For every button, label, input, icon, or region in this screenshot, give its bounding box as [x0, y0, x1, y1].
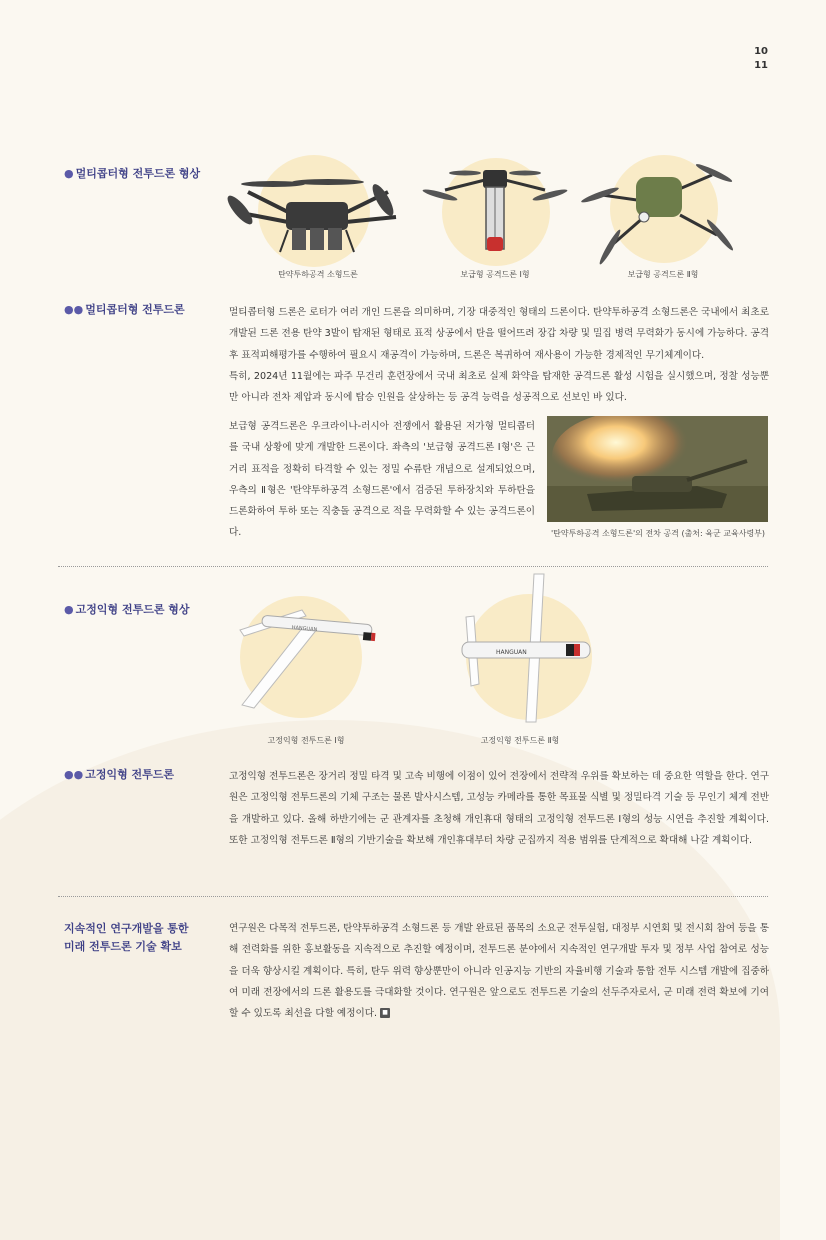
image-caption: 고정익형 전투드론 Ⅰ형	[267, 736, 345, 745]
section-label-text: 고정익형 전투드론	[85, 768, 175, 781]
section-label-line-2: 미래 전투드론 기술 확보	[64, 940, 182, 953]
section-label-future-tech	[64, 920, 189, 956]
bullet-icon: ●●	[64, 303, 84, 316]
drone-label-text: HANGUAN	[496, 649, 527, 656]
image-caption: 고정익형 전투드론 Ⅱ형	[480, 736, 560, 745]
body-paragraph: 보급형 공격드론은 우크라이나-러시아 전쟁에서 활용된 저가형 멀티콥터를 국내 상황에 맞게 개발한 드론이다. 좌측의 '보급형 공격드론 Ⅰ형'은 근거리 표적을 정확히 타격할 수 있는 정밀 수류탄 개념으로 설계되었으며, 우측의 Ⅱ형은 '탄약투하공격 소형드론'에서 검증된 투하장치와 투하탄을 드론화하여 투하 또는 직충돌 공격으로 적을 무력화할 수 있는 공격드론이다.	[229, 421, 535, 539]
bullet-icon: ●	[64, 167, 74, 180]
section-label-line-1: 지속적인 연구개발을 통한	[64, 922, 189, 935]
fixed-wing-drone-1-image	[232, 600, 382, 710]
bullet-icon: ●	[64, 603, 74, 616]
tank-attack-photo-drawing	[547, 416, 768, 522]
body-paragraph: 고정익형 전투드론은 장거리 정밀 타격 및 고속 비행에 이점이 있어 전장에서 전략적 우위를 확보하는 데 중요한 역할을 한다. 연구원은 고정익형 전투드론의 기체 구조는 물론 발사시스템, 고성능 카메라를 통한 목표물 식별 및 정밀타격 기술 등 무인기 체계 전반을 개발하고 있다. 올해 하반기에는 군 관계자를 초청해 개인휴대 형태의 고정익형 전투드론 Ⅰ형의 성능 시연을 추진할 계획이다. 또한 고정익형 전투드론 Ⅱ형의 기반기술을 확보해 개인휴대부터 차량 군집까지 적용 범위를 단계적으로 확대해 나갈 계획이다.	[229, 771, 769, 846]
section-label-text: 고정익형 전투드론 형상	[75, 603, 190, 616]
section-divider	[58, 566, 768, 567]
section-label-fixed-wing-shape	[64, 601, 190, 619]
body-paragraph-text: 연구원은 다목적 전투드론, 탄약투하공격 소형드론 등 개발 완료된 품목의 소요군 전투실험, 대정부 시연회 및 전시회 참여 등을 통해 전력화를 위한 홍보활동을 지속적으로 추진할 예정이며, 전투드론 분야에서 지속적인 연구개발 투자 및 정부 사업 참여로 성능을 더욱 향상시킬 계획이다. 특히, 탄두 위력 향상뿐만이 아니라 인공지능 기반의 자율비행 기술과 통합 전투 시스템 개발에 집중하여 미래 전장에서의 드론 활용도를 극대화할 것이다. 연구원은 앞으로도 전투드론 기술의 선두주자로서, 군 미래 전력 확보에 기여할 수 있도록 최선을 다할 예정이다.	[229, 923, 769, 1020]
image-caption: 보급형 공격드론 Ⅱ형	[627, 270, 699, 279]
section-divider	[58, 896, 768, 897]
tank-attack-photo	[547, 416, 768, 522]
section-label-multicopter-shape	[64, 165, 200, 183]
photo-caption: '탄약투하공격 소형드론'의 전차 공격 (출처: 육군 교육사령부)	[550, 529, 766, 538]
body-paragraph: 특히, 2024년 11월에는 파주 무건리 훈련장에서 국내 최초로 실제 화약을 탑재한 공격드론 활성 시험을 실시했으며, 정찰 성능뿐만 아니라 전차 제압과 동시에 탑승 인원을 살상하는 등 공격 능력을 성공적으로 선보인 바 있다.	[229, 371, 769, 404]
end-mark-icon: ■	[380, 1008, 390, 1018]
section-label-multicopter	[64, 301, 185, 319]
section-label-text: 멀티콥터형 전투드론	[85, 303, 185, 316]
page-number-left: 10	[754, 46, 768, 57]
image-caption: 보급형 공격드론 Ⅰ형	[460, 270, 530, 279]
budget-attack-drone-1-image	[425, 165, 565, 260]
drone-label-text: HANGUAN	[291, 624, 318, 634]
page-numbers	[754, 45, 768, 73]
ammo-drop-drone-image	[228, 172, 408, 262]
body-paragraph	[229, 918, 769, 1024]
section-label-text: 멀티콥터형 전투드론 형상	[75, 167, 201, 180]
fixed-wing-drone-2-image	[444, 572, 594, 722]
section-label-fixed-wing	[64, 766, 174, 784]
image-caption: 탄약투하공격 소형드론	[278, 270, 358, 279]
page-number-right: 11	[754, 60, 768, 71]
budget-attack-drone-2-image	[582, 155, 732, 265]
body-paragraph: 멀티콥터형 드론은 로터가 여러 개인 드론을 의미하며, 기장 대중적인 형태의 드론이다. 탄약투하공격 소형드론은 국내에서 최초로 개발된 드론 전용 탄약 3발이 탑재된 형태로 표적 상공에서 탄을 떨어뜨려 장갑 차량 및 밀집 병력 무력화가 동시에 가능하다. 공격 후 표적피해평가를 수행하여 필요시 재공격이 가능하며, 드론은 복귀하여 재사용이 가능한 경제적인 무기체계이다.	[229, 307, 769, 361]
bullet-icon: ●●	[64, 768, 84, 781]
